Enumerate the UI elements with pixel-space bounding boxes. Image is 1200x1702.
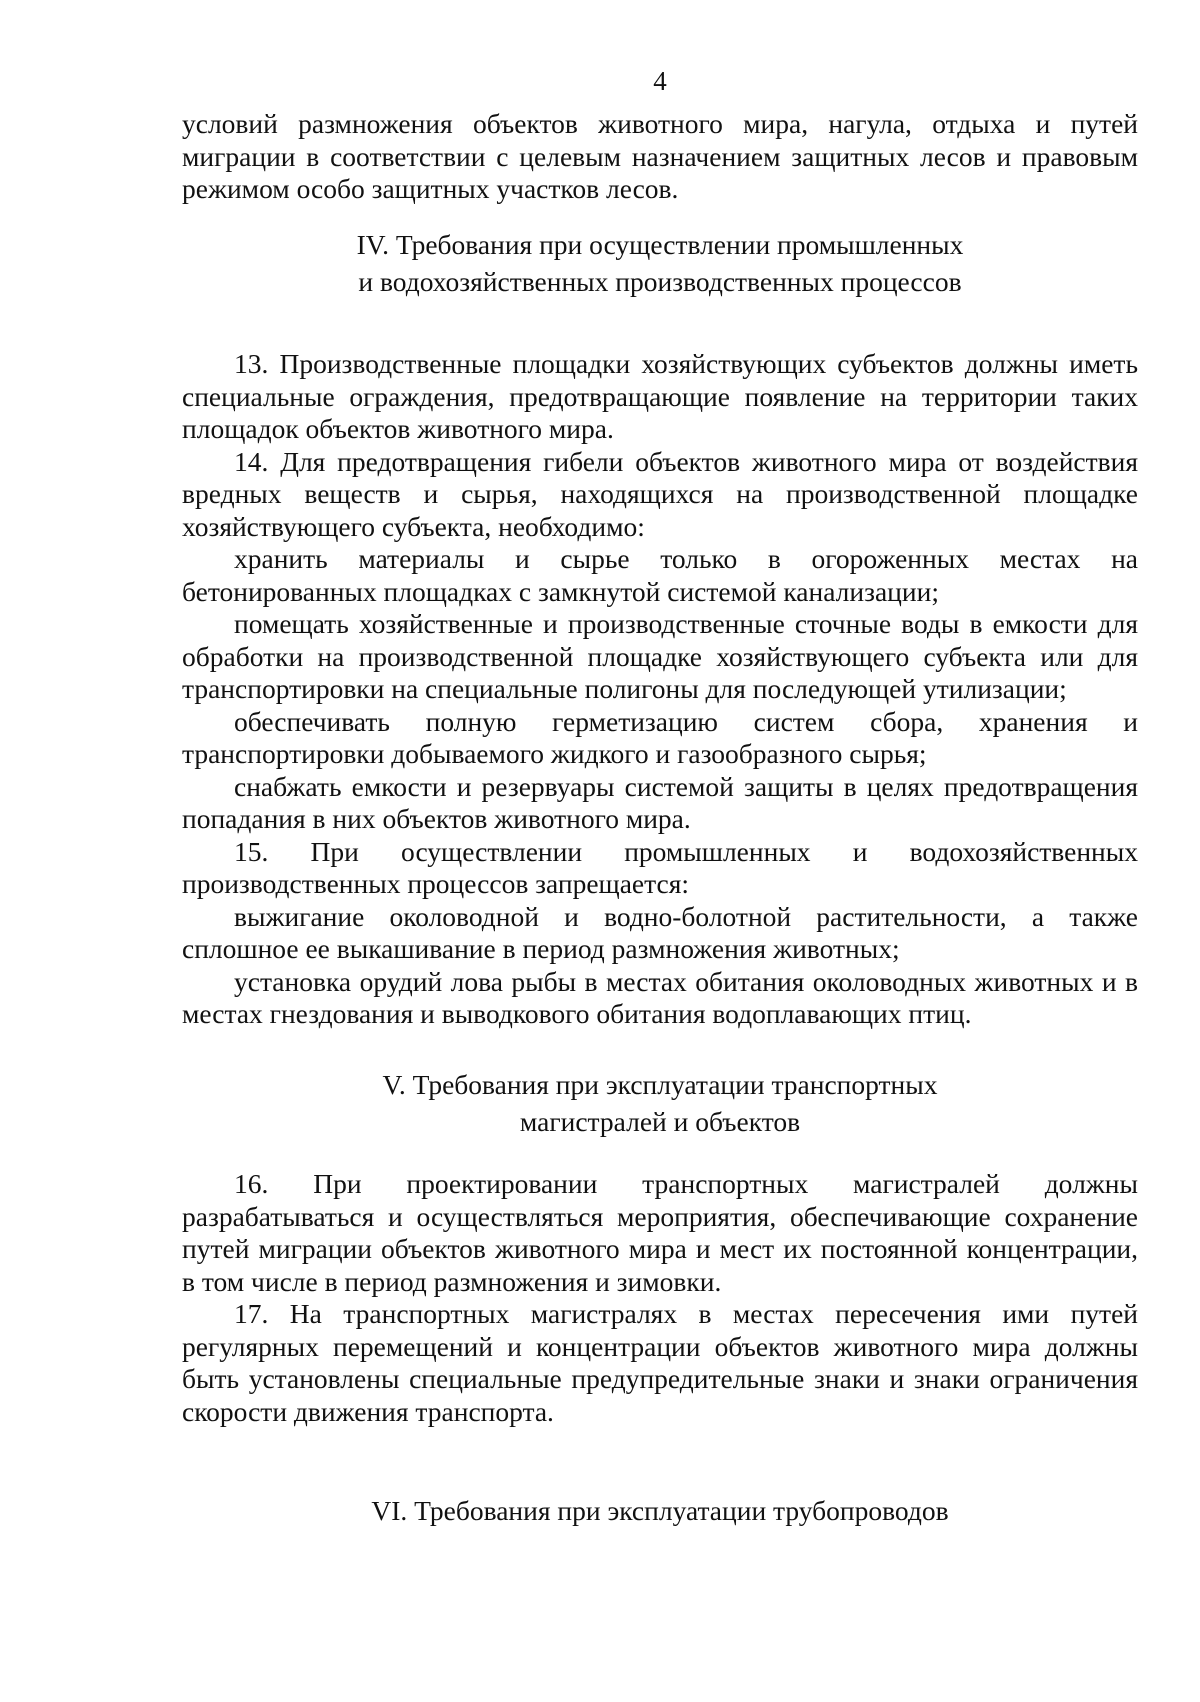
paragraph-14-item-4: снабжать емкости и резервуары системой защиты в целях предотвращения попадания в них объектов животного мира. bbox=[182, 770, 1138, 834]
section-5-body bbox=[182, 1168, 1138, 1428]
paragraph-14-item-1: хранить материалы и сырье только в огороженных местах на бетонированных площадках с замкнутой системой канализации; bbox=[182, 543, 1138, 607]
section-6-heading bbox=[182, 1492, 1138, 1529]
section-5-title-line-1: V. Требования при эксплуатации транспортных bbox=[382, 1069, 938, 1100]
paragraph-14: 14. Для предотвращения гибели объектов животного мира от воздействия вредных веществ и сырья, находящихся на производственной площадке хозяйствующего субъекта, необходимо: bbox=[182, 445, 1138, 542]
section-4-heading bbox=[182, 226, 1138, 300]
section-5-heading bbox=[182, 1066, 1138, 1140]
paragraph-14-item-2: помещать хозяйственные и производственные сточные воды в емкости для обработки на производственной площадке хозяйствующего субъекта или для транспортировки на специальные полигоны для последующей утилизации; bbox=[182, 608, 1138, 704]
continuation-text bbox=[182, 108, 1138, 206]
section-5-title-line-2: магистралей и объектов bbox=[519, 1106, 801, 1137]
paragraph-17: 17. На транспортных магистралях в местах пересечения ими путей регулярных перемещений и концентрации объектов животного мира должны быть установлены специальные предупредительные знаки и знаки ограничения скорости движения транспорта. bbox=[182, 1298, 1138, 1427]
paragraph-15-item-2: установка орудий лова рыбы в местах обитания околоводных животных и в местах гнездования и выводкового обитания водоплавающих птиц. bbox=[182, 965, 1138, 1029]
section-4-title-line-1: IV. Требования при осуществлении промышленных bbox=[356, 229, 964, 260]
page-number: 4 bbox=[653, 66, 667, 96]
paragraph-continuation: условий размножения объектов животного мира, нагула, отдыха и путей миграции в соответствии с целевым назначением защитных лесов и правовым режимом особо защитных участков лесов. bbox=[182, 108, 1138, 204]
paragraph-15-item-1: выжигание околоводной и водно-болотной растительности, а также сплошное ее выкашивание в период размножения животных; bbox=[182, 900, 1138, 964]
paragraph-14-item-3: обеспечивать полную герметизацию систем сбора, хранения и транспортировки добываемого жидкого и газообразного сырья; bbox=[182, 705, 1138, 769]
paragraph-16: 16. При проектировании транспортных магистралей должны разрабатываться и осуществляться мероприятия, обеспечивающие сохранение путей миграции объектов животного мира и мест их постоянной концентрации, в том числе в период размножения и зимовки. bbox=[182, 1168, 1138, 1297]
paragraph-13: 13. Производственные площадки хозяйствующих субъектов должны иметь специальные ограждения, предотвращающие появление на территории таких площадок объектов животного мира. bbox=[182, 348, 1138, 444]
section-4-title-line-2: и водохозяйственных производственных процессов bbox=[358, 266, 962, 297]
section-4-body bbox=[182, 348, 1138, 1031]
paragraph-15: 15. При осуществлении промышленных и водохозяйственных производственных процессов запрещается: bbox=[182, 835, 1138, 899]
section-6-title: VI. Требования при эксплуатации трубопроводов bbox=[371, 1495, 949, 1526]
